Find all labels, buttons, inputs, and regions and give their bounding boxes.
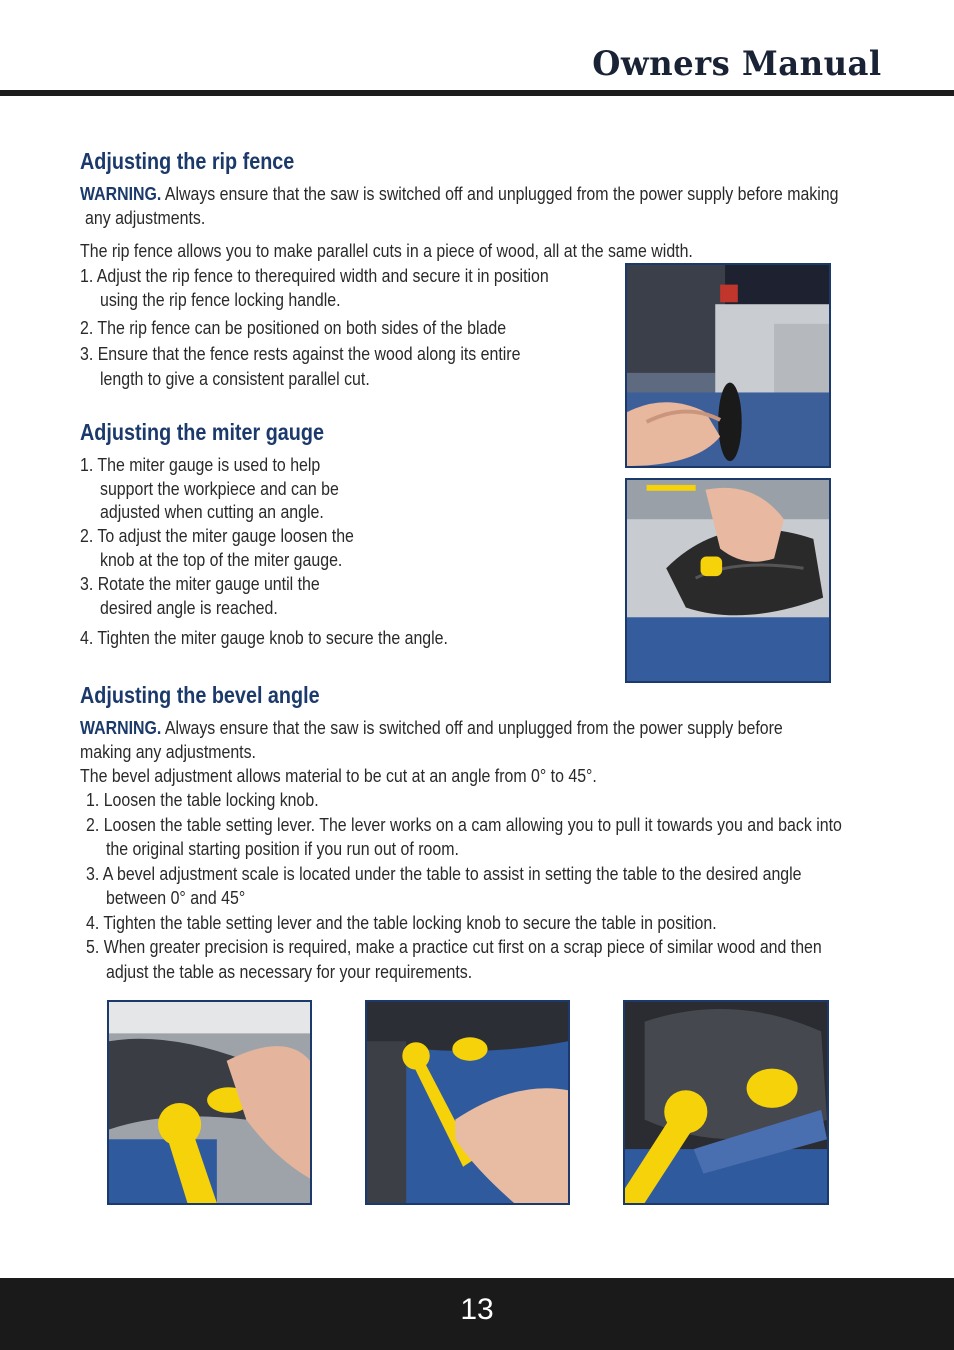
rip-fence-warning-line-1: [80, 182, 838, 206]
rip-fence-intro: The rip fence allows you to make parallel cuts in a piece of wood, all at the same width.: [80, 240, 693, 261]
bevel-photo-1: [107, 1000, 312, 1205]
bevel-warning-line-2: making any adjustments.: [80, 741, 256, 762]
bevel-step-2-cont: the original starting position if you run out of room.: [106, 838, 459, 859]
rip-fence-step-3-cont: length to give a consistent parallel cut.: [100, 368, 370, 389]
miter-gauge-step-3-cont: desired angle is reached.: [100, 597, 278, 618]
bevel-warning-label: WARNING.: [80, 717, 162, 738]
bevel-warning-text: Always ensure that the saw is switched off and unplugged from the power supply before: [161, 717, 783, 738]
bevel-step-3: 3. A bevel adjustment scale is located under the table to assist in setting the table to the desired angle: [86, 863, 802, 884]
bevel-step-1: 1. Loosen the table locking knob.: [86, 789, 319, 810]
rip-fence-step-2: 2. The rip fence can be positioned on both sides of the blade: [80, 317, 507, 338]
miter-gauge-step-1-cont-a: support the workpiece and can be: [100, 478, 339, 499]
bevel-step-2: 2. Loosen the table setting lever. The lever works on a cam allowing you to pull it towards you and back into: [86, 814, 842, 835]
miter-gauge-step-2: 2. To adjust the miter gauge loosen the: [80, 525, 354, 546]
rip-fence-heading: Adjusting the rip fence: [80, 148, 295, 174]
miter-gauge-heading: Adjusting the miter gauge: [80, 419, 324, 445]
rip-fence-warning-text: Always ensure that the saw is switched off and unplugged from the power supply before making: [161, 183, 839, 204]
miter-gauge-step-1-cont-b: adjusted when cutting an angle.: [100, 501, 324, 522]
bevel-photo-3: [623, 1000, 829, 1205]
header-divider: [0, 90, 954, 96]
rip-fence-photo: [625, 263, 831, 468]
page-header-title: Owners Manual: [592, 44, 882, 84]
miter-gauge-step-2-cont: knob at the top of the miter gauge.: [100, 549, 343, 570]
bevel-step-4: 4. Tighten the table setting lever and the table locking knob to secure the table in position.: [86, 912, 717, 933]
miter-gauge-step-4: 4. Tighten the miter gauge knob to secure the angle.: [80, 627, 448, 648]
rip-fence-warning-line-2: any adjustments.: [85, 207, 206, 228]
rip-fence-step-3: 3. Ensure that the fence rests against the wood along its entire: [80, 343, 521, 364]
miter-gauge-step-1: 1. The miter gauge is used to help: [80, 454, 321, 475]
bevel-intro: The bevel adjustment allows material to be cut at an angle from 0° to 45°.: [80, 765, 597, 786]
bevel-step-3-cont: between 0° and 45°: [106, 887, 246, 908]
bevel-step-5-cont: adjust the table as necessary for your requirements.: [106, 961, 473, 982]
bevel-step-5: 5. When greater precision is required, make a practice cut first on a scrap piece of similar wood and then: [86, 936, 822, 957]
miter-gauge-step-3: 3. Rotate the miter gauge until the: [80, 573, 320, 594]
rip-fence-step-1-cont: using the rip fence locking handle.: [100, 289, 341, 310]
rip-fence-step-1: 1. Adjust the rip fence to therequired width and secure it in position: [80, 265, 549, 286]
bevel-warning-line-1: [80, 716, 783, 740]
bevel-angle-heading: Adjusting the bevel angle: [80, 682, 320, 708]
page-number: 13: [460, 1293, 494, 1326]
miter-gauge-photo: [625, 478, 831, 683]
bevel-photo-2: [365, 1000, 570, 1205]
rip-fence-warning-label: WARNING.: [80, 183, 162, 204]
